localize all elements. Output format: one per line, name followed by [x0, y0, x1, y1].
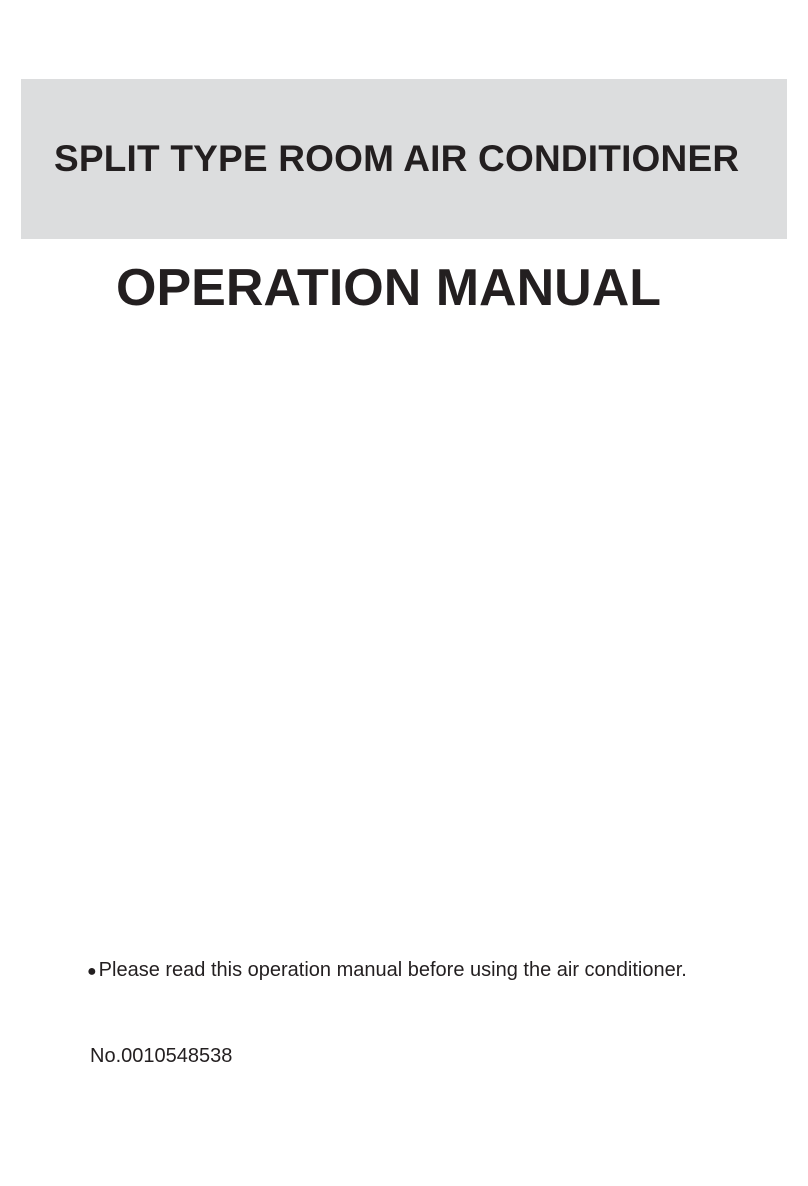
- reading-notice: [87, 957, 687, 985]
- document-number: No.0010548538: [90, 1045, 233, 1067]
- manual-title: OPERATION MANUAL: [116, 259, 662, 317]
- bullet-icon: ●: [87, 963, 97, 980]
- header-band: [21, 79, 787, 239]
- reading-notice-text: Please read this operation manual before using the air conditioner.: [98, 959, 687, 981]
- product-type-heading: SPLIT TYPE ROOM AIR CONDITIONER: [54, 138, 740, 179]
